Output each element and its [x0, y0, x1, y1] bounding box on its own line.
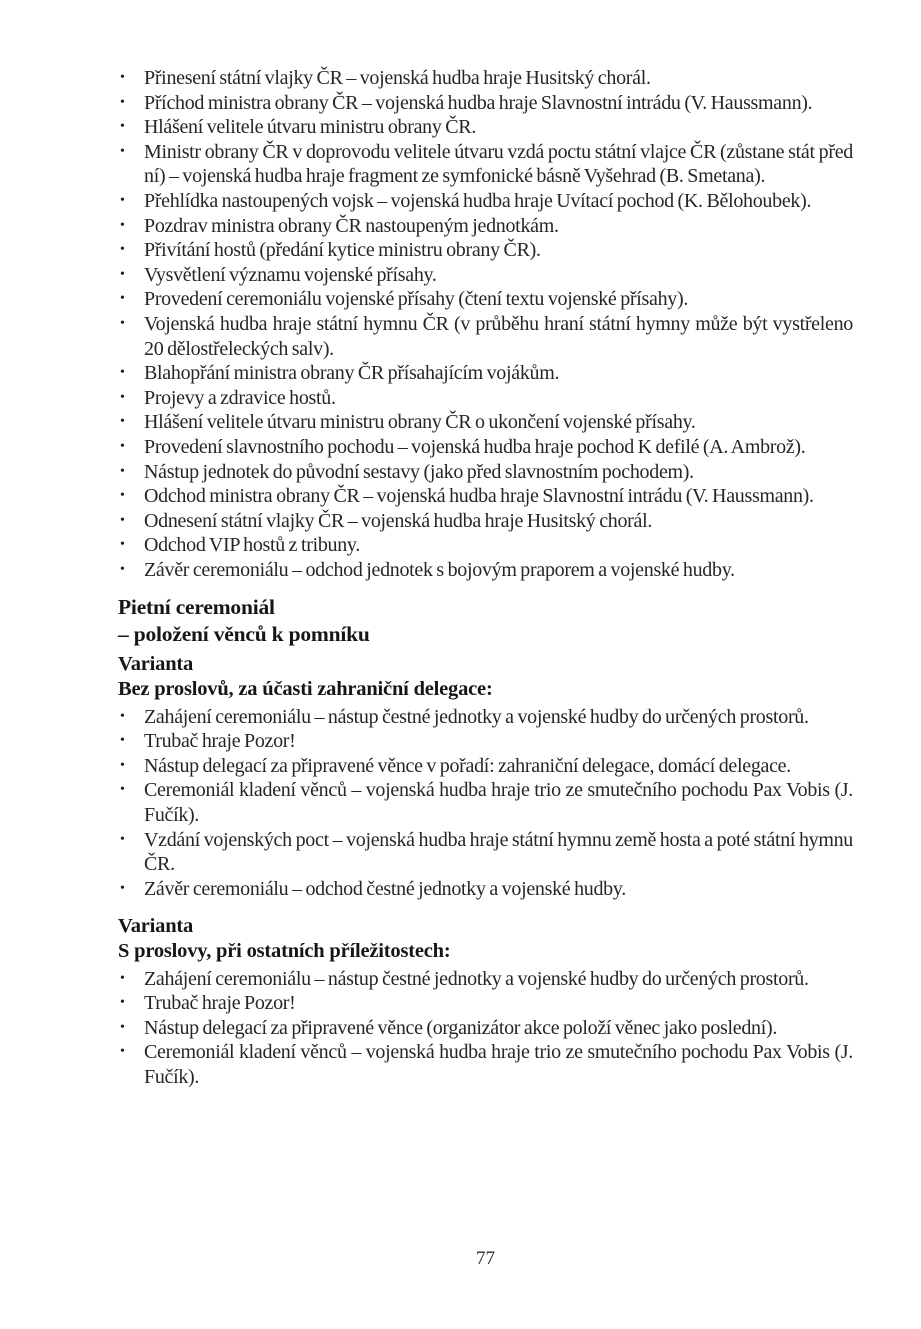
list-item [118, 189, 853, 214]
bullet-icon: • [120, 291, 125, 307]
list-item [118, 312, 853, 361]
bullet-icon: • [120, 561, 125, 577]
list-item-text: Zahájení ceremoniálu – nástup čestné jednotky a vojenské hudby do určených prostorů. [144, 967, 809, 990]
list-item-text: Trubač hraje Pozor! [144, 992, 296, 1015]
list-item [118, 140, 853, 189]
list-item [118, 967, 853, 992]
list-item-text: Odchod VIP hostů z tribuny. [144, 534, 361, 557]
variant2-label: Varianta [118, 915, 194, 938]
variant2-list [118, 967, 853, 1090]
variant1-subtitle: Bez proslovů, za účasti zahraniční delegace: [118, 678, 493, 701]
list-item [118, 558, 853, 583]
bullet-icon: • [120, 242, 125, 258]
bullet-icon: • [120, 119, 125, 135]
list-item-text: Odchod ministra obrany ČR – vojenská hudba hraje Slavnostní intrádu (V. Haussmann). [144, 485, 814, 508]
bullet-icon: • [120, 733, 125, 749]
list-item [118, 754, 853, 779]
list-item-text: Nástup delegací za připravené věnce (organizátor akce položí věnec jako poslední). [144, 1016, 778, 1039]
list-item-text: Zahájení ceremoniálu – nástup čestné jednotky a vojenské hudby do určených prostorů. [144, 705, 809, 728]
list-item [118, 115, 853, 140]
bullet-icon: • [120, 266, 125, 282]
bullet-icon: • [120, 217, 125, 233]
list-item-text: Provedení slavnostního pochodu – vojenská hudba hraje pochod K defilé (A. Ambrož). [144, 435, 806, 458]
list-item [118, 877, 853, 902]
list-item-text: Hlášení velitele útvaru ministru obrany ČR o ukončení vojenské přísahy. [144, 411, 696, 434]
section-title-line1: Pietní ceremoniál [118, 595, 275, 620]
document-page [118, 66, 853, 1090]
list-item-text: Vzdání vojenských poct – vojenská hudba hraje státní hymnu země hosta a poté státní hymnu ČR. [144, 828, 853, 876]
list-item [118, 828, 853, 877]
variant1-label: Varianta [118, 653, 194, 676]
list-item [118, 410, 853, 435]
bullet-icon: • [120, 488, 125, 504]
list-item-text: Závěr ceremoniálu – odchod jednotek s bojovým praporem a vojenské hudby. [144, 558, 735, 581]
bullet-icon: • [120, 880, 125, 896]
list-item-text: Přinesení státní vlajky ČR – vojenská hudba hraje Husitský chorál. [144, 67, 651, 89]
list-item-text: Nástup jednotek do původní sestavy (jako před slavnostním pochodem). [144, 460, 694, 483]
ceremony-sequence-list [118, 66, 853, 582]
list-item-text: Trubač hraje Pozor! [144, 730, 296, 753]
list-item [118, 460, 853, 485]
list-item [118, 386, 853, 411]
bullet-icon: • [120, 537, 125, 553]
bullet-icon: • [120, 438, 125, 454]
list-item [118, 729, 853, 754]
list-item-text: Příchod ministra obrany ČR – vojenská hudba hraje Slavnostní intrádu (V. Haussmann). [144, 91, 813, 114]
section-title-line2: – položení věnců k pomníku [118, 622, 370, 647]
list-item [118, 263, 853, 288]
bullet-icon: • [120, 782, 125, 798]
list-item [118, 361, 853, 386]
bullet-icon: • [120, 1019, 125, 1035]
list-item [118, 1016, 853, 1041]
section-title [118, 594, 853, 648]
list-item-text: Odnesení státní vlajky ČR – vojenská hudba hraje Husitský chorál. [144, 509, 653, 532]
list-item [118, 705, 853, 730]
list-item [118, 66, 853, 91]
variant1-list [118, 705, 853, 902]
list-item [118, 287, 853, 312]
list-item [118, 533, 853, 558]
bullet-icon: • [120, 757, 125, 773]
bullet-icon: • [120, 365, 125, 381]
variant2-subtitle: S proslovy, při ostatních příležitostech: [118, 940, 451, 962]
list-item-text: Vysvětlení významu vojenské přísahy. [144, 263, 437, 286]
bullet-icon: • [120, 463, 125, 479]
bullet-icon: • [120, 192, 125, 208]
bullet-icon: • [120, 70, 125, 85]
list-item-text: Přehlídka nastoupených vojsk – vojenská hudba hraje Uvítací pochod (K. Bělohoubek). [144, 189, 812, 212]
list-item [118, 435, 853, 460]
list-item [118, 991, 853, 1016]
list-item-text: Blahopřání ministra obrany ČR přísahajícím vojákům. [144, 362, 560, 385]
bullet-icon: • [120, 1044, 125, 1060]
list-item [118, 509, 853, 534]
list-item-text: Nástup delegací za připravené věnce v pořadí: zahraniční delegace, domácí delegace. [144, 754, 791, 777]
list-item-text: Závěr ceremoniálu – odchod čestné jednotky a vojenské hudby. [144, 877, 626, 900]
bullet-icon: • [120, 143, 125, 159]
list-item-text: Přivítání hostů (předání kytice ministru obrany ČR). [144, 239, 541, 262]
list-item-text: Pozdrav ministra obrany ČR nastoupeným jednotkám. [144, 214, 559, 237]
list-item [118, 238, 853, 263]
list-item-text: Ministr obrany ČR v doprovodu velitele útvaru vzdá poctu státní vlajce ČR (zůstane stát před ní) – vojenská hudba hraje fragment ze symfonické básně Vyšehrad (B. Smetana). [144, 140, 853, 188]
bullet-icon: • [120, 970, 125, 986]
bullet-icon: • [120, 389, 125, 405]
list-item [118, 778, 853, 827]
list-item [118, 91, 853, 116]
bullet-icon: • [120, 708, 125, 724]
list-item-text: Hlášení velitele útvaru ministru obrany ČR. [144, 116, 477, 139]
list-item-text: Projevy a zdravice hostů. [144, 386, 336, 409]
bullet-icon: • [120, 831, 125, 847]
bullet-icon: • [120, 512, 125, 528]
bullet-icon: • [120, 94, 125, 110]
list-item [118, 1040, 853, 1089]
bullet-icon: • [120, 315, 125, 331]
list-item-text: Ceremoniál kladení věnců – vojenská hudba hraje trio ze smutečního pochodu Pax Vobis (J. Fučík). [144, 1041, 853, 1088]
bullet-icon: • [120, 414, 125, 430]
bullet-icon: • [120, 995, 125, 1011]
page-number: 77 [476, 1248, 495, 1269]
list-item-text: Ceremoniál kladení věnců – vojenská hudba hraje trio ze smutečního pochodu Pax Vobis (J. Fučík). [144, 779, 853, 827]
list-item-text: Provedení ceremoniálu vojenské přísahy (čtení textu vojenské přísahy). [144, 288, 689, 311]
list-item-text: Vojenská hudba hraje státní hymnu ČR (v průběhu hraní státní hymny může být vystřeleno 20 dělostřeleckých salv). [144, 312, 853, 360]
list-item [118, 214, 853, 239]
list-item [118, 484, 853, 509]
